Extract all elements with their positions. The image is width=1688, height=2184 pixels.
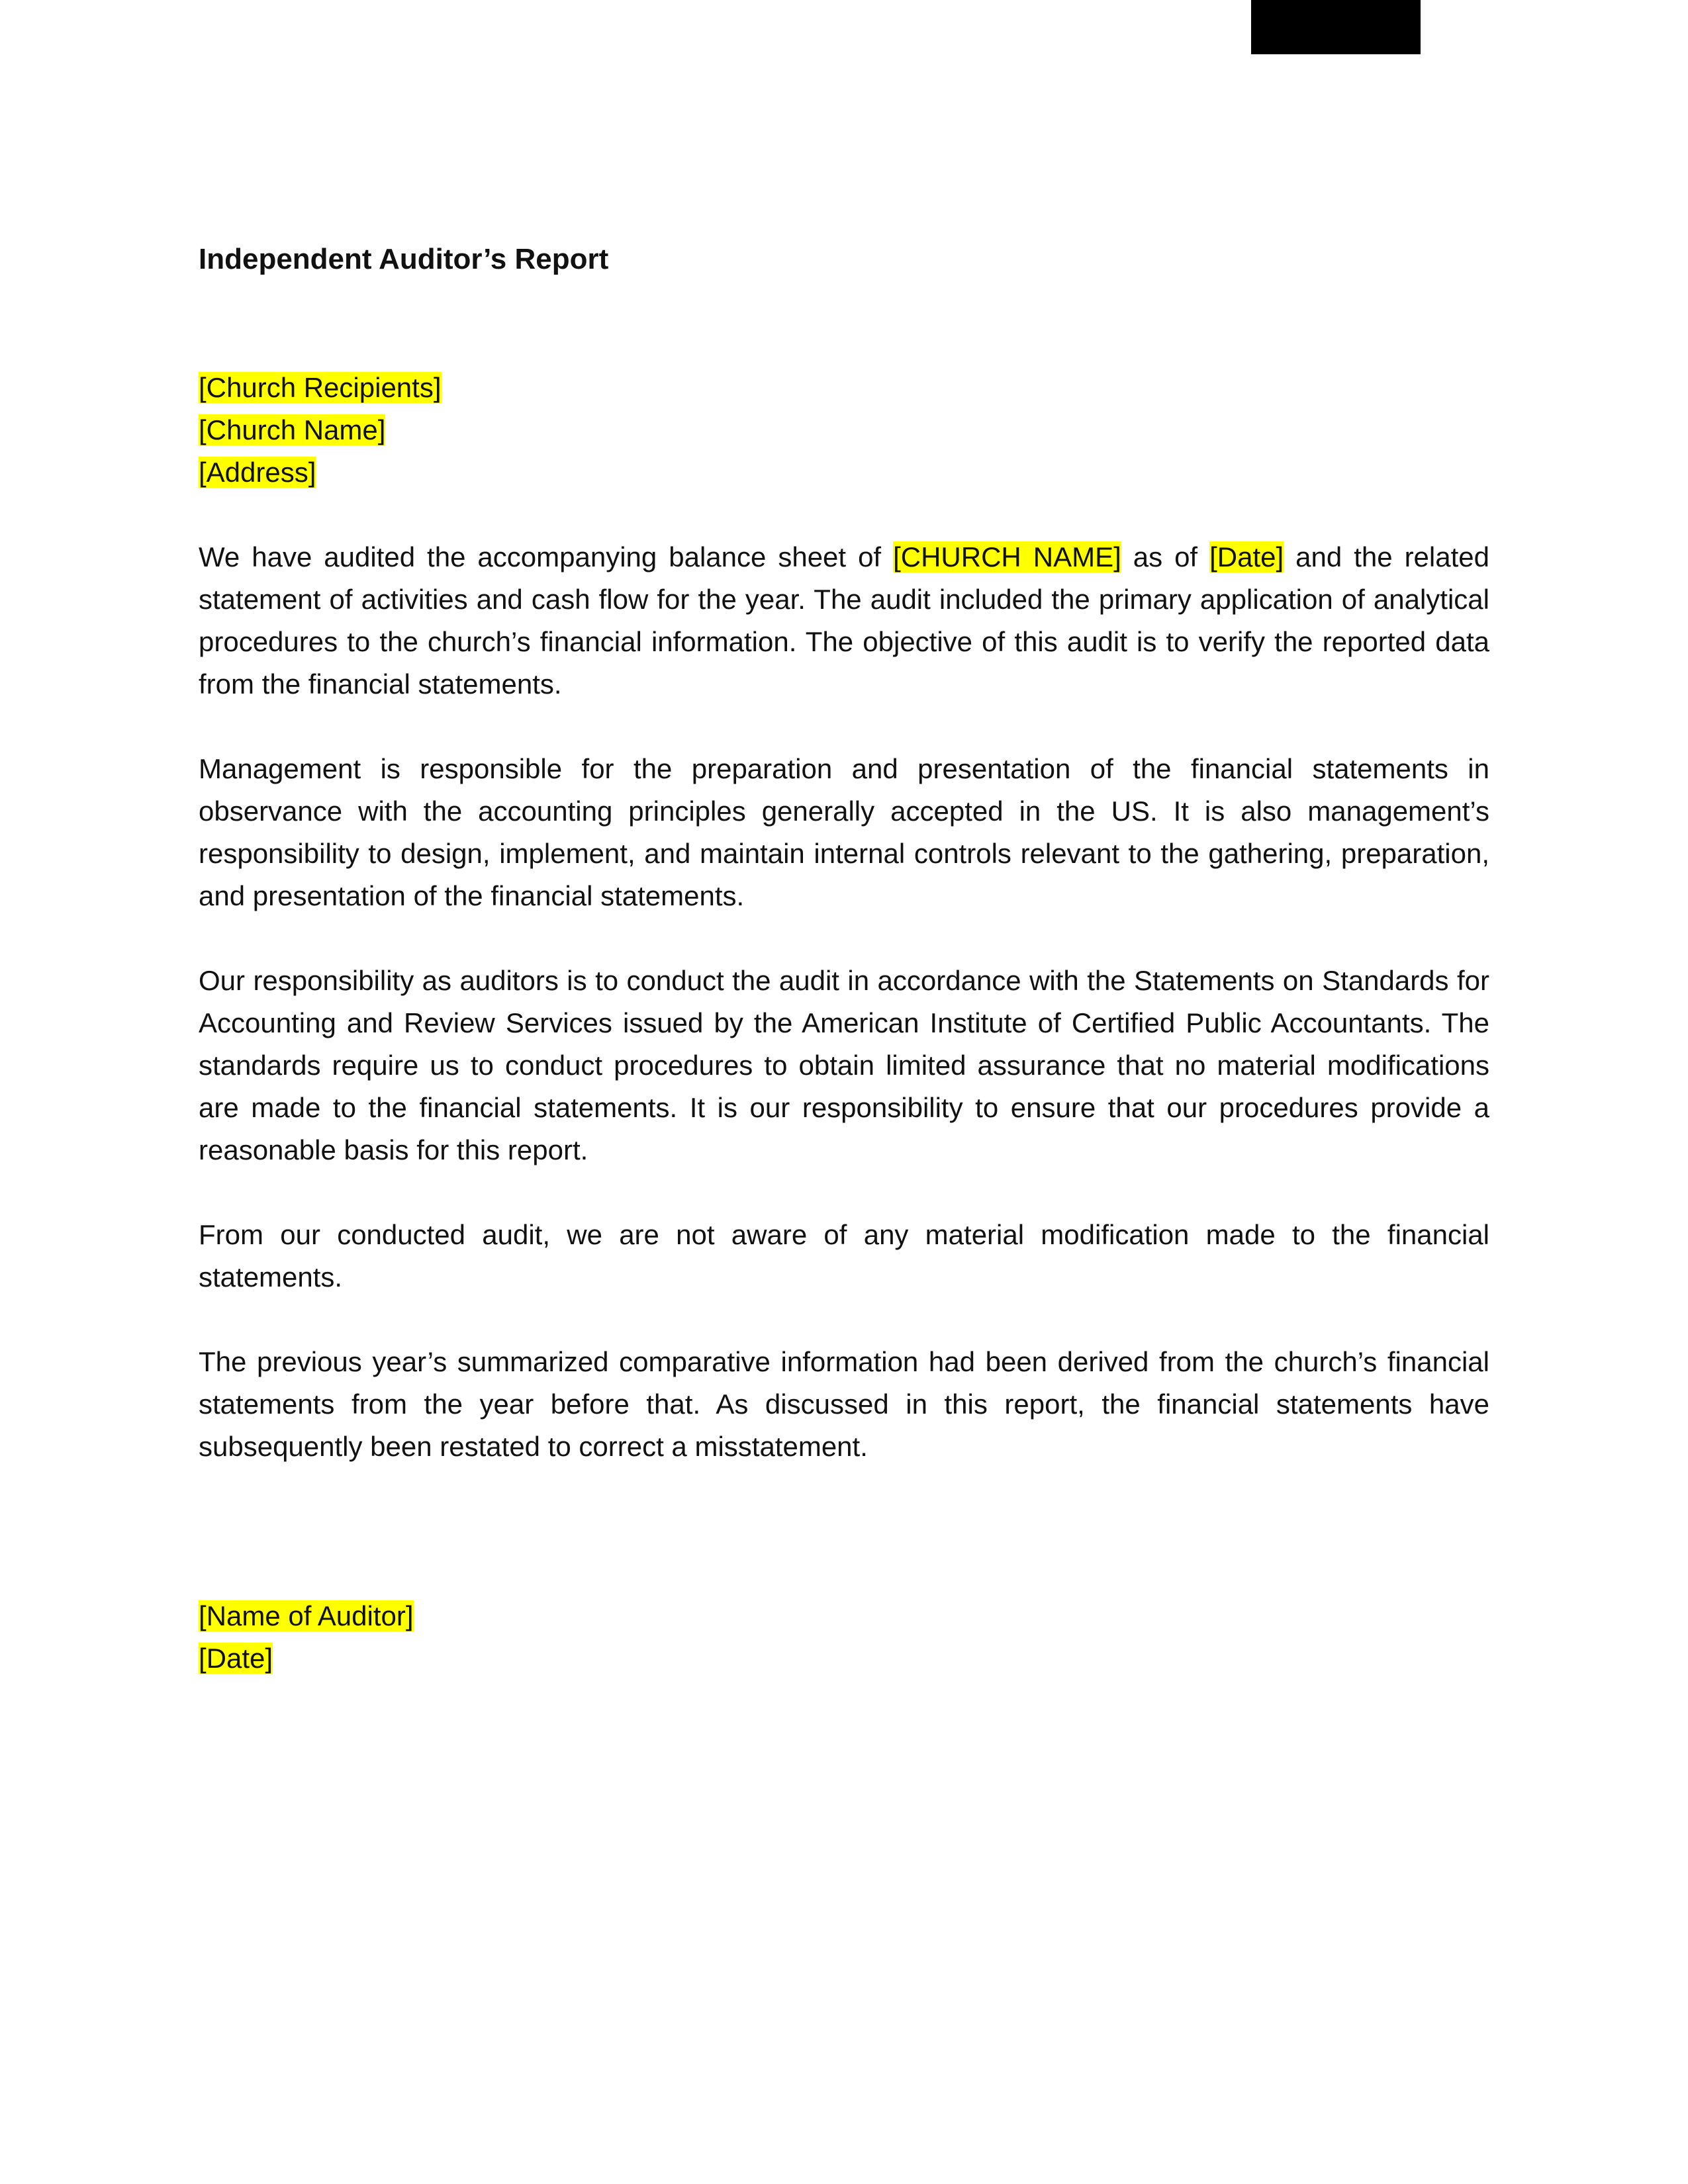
- document-body: [199, 238, 1489, 1680]
- date-highlight: [Date]: [1209, 541, 1284, 572]
- auditor-name-placeholder: [Name of Auditor]: [199, 1600, 414, 1631]
- church-recipients-placeholder: [Church Recipients]: [199, 372, 442, 403]
- recipient-line: [199, 367, 1489, 409]
- church-name-placeholder: [Church Name]: [199, 414, 386, 445]
- recipient-block: [199, 367, 1489, 494]
- redaction-block: [1251, 0, 1421, 54]
- church-name-line: [199, 409, 1489, 451]
- address-placeholder: [Address]: [199, 457, 316, 488]
- paragraph-audit-scope: [199, 536, 1489, 705]
- paragraph-text: as of: [1121, 541, 1210, 572]
- document-title: Independent Auditor’s Report: [199, 243, 609, 275]
- paragraph-management-responsibility: Management is responsible for the preparation and presentation of the financial statements in observance with the accounting principles generally accepted in the US. It is also management’s responsibility to design, implement, and maintain internal controls relevant to the gathering, preparation, and presentation of the financial statements.: [199, 753, 1489, 911]
- address-line: [199, 451, 1489, 494]
- paragraph-text: We have audited the accompanying balance sheet of: [199, 541, 894, 572]
- church-name-highlight: [CHURCH NAME]: [893, 541, 1121, 572]
- paragraph-auditor-responsibility: Our responsibility as auditors is to conduct the audit in accordance with the Statements on Standards for Accounting and Review Services issued by the American Institute of Certified Public Accountants. The standards require us to conduct procedures to obtain limited assurance that no material modifications are made to the financial statements. It is our responsibility to ensure that our procedures provide a reasonable basis for this report.: [199, 965, 1489, 1165]
- paragraph-comparative-information: The previous year’s summarized comparative information had been derived from the church’s financial statements from the year before that. As discussed in this report, the financial statements have subsequently been restated to correct a misstatement.: [199, 1346, 1489, 1462]
- paragraph-text: and the related statement of activities and cash flow for the year. The audit included the primary application of analytical procedures to the church’s financial information. The objective of this audit is to verify the reported data from the financial statements.: [199, 541, 1489, 700]
- signature-block: [199, 1595, 1489, 1680]
- auditor-name-line: [199, 1595, 1489, 1637]
- signature-date-placeholder: [Date]: [199, 1643, 273, 1674]
- signature-date-line: [199, 1637, 1489, 1680]
- paragraph-conclusion: From our conducted audit, we are not aware of any material modification made to the financial statements.: [199, 1219, 1489, 1293]
